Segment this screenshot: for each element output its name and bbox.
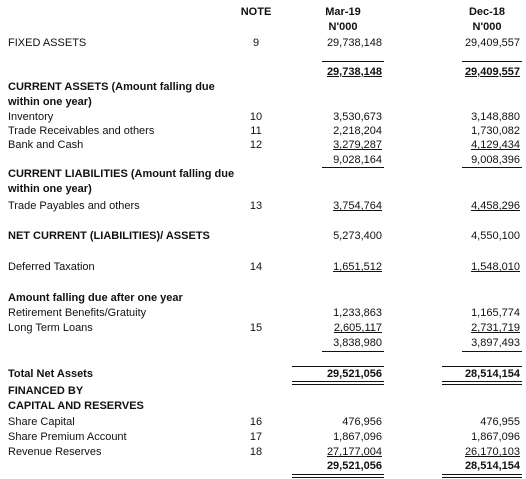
trade-payables-value-dec18: 4,458,296 <box>471 200 520 212</box>
trade-receivables-value-mar19: 2,218,204 <box>333 125 382 137</box>
bank-cash-value-mar19: 3,279,287 <box>333 139 382 151</box>
equity-total-double-rule-mar19 <box>292 474 384 478</box>
long-term-loans-value-dec18: 2,731,719 <box>471 322 520 334</box>
long-term-total-dec18: 3,897,493 <box>471 337 520 349</box>
net-current-label: NET CURRENT (LIABILITIES)/ ASSETS <box>8 230 210 242</box>
bank-cash-note: 12 <box>249 139 263 151</box>
long-term-loans-label: Long Term Loans <box>8 322 93 334</box>
net-current-value-mar19: 5,273,400 <box>333 230 382 242</box>
col1-unit-header: N'000 <box>328 21 358 33</box>
current-assets-heading-line2: within one year) <box>8 96 92 108</box>
total-net-assets-value-mar19: 29,521,056 <box>326 368 382 380</box>
trade-payables-label: Trade Payables and others <box>8 200 140 212</box>
retirement-benefits-label: Retirement Benefits/Gratuity <box>8 307 147 319</box>
fixed-assets-total-dec18: 29,409,557 <box>464 66 520 78</box>
fixed-assets-label: FIXED ASSETS <box>8 37 87 49</box>
fixed-assets-rule-mar19 <box>322 61 384 62</box>
current-assets-total-dec18: 9,008,396 <box>471 154 520 166</box>
retirement-benefits-value-dec18: 1,165,774 <box>471 307 520 319</box>
deferred-tax-note: 14 <box>249 261 263 273</box>
revenue-reserves-value-dec18: 26,170,103 <box>464 446 520 458</box>
fixed-assets-rule-dec18 <box>462 61 522 62</box>
share-premium-value-mar19: 1,867,096 <box>333 431 382 443</box>
equity-total-value-dec18: 28,514,154 <box>464 460 520 472</box>
deferred-tax-value-mar19: 1,651,512 <box>333 261 382 273</box>
long-term-heading: Amount falling due after one year <box>8 292 183 304</box>
total-net-assets-double-rule-mar19 <box>292 381 384 385</box>
equity-total-double-rule-dec18 <box>442 474 522 478</box>
inventory-label: Inventory <box>8 111 54 123</box>
retirement-benefits-value-mar19: 1,233,863 <box>333 307 382 319</box>
bank-cash-label: Bank and Cash <box>8 139 84 151</box>
revenue-reserves-value-mar19: 27,177,004 <box>326 446 382 458</box>
col2-period-header: Dec-18 <box>468 6 506 18</box>
long-term-rule-mar19 <box>322 351 384 352</box>
share-capital-label: Share Capital <box>8 416 75 428</box>
share-premium-label: Share Premium Account <box>8 431 127 443</box>
total-net-assets-top-rule-dec18 <box>442 366 522 367</box>
trade-payables-note: 13 <box>249 200 263 212</box>
long-term-total-mar19: 3,838,980 <box>333 337 382 349</box>
current-liabilities-heading-rest: (Amount falling due <box>127 168 235 180</box>
trade-payables-value-mar19: 3,754,764 <box>333 200 382 212</box>
col1-period-header: Mar-19 <box>325 6 361 18</box>
share-premium-value-dec18: 1,867,096 <box>471 431 520 443</box>
note-column-header: NOTE <box>240 6 272 18</box>
share-premium-note: 17 <box>249 431 263 443</box>
deferred-tax-label: Deferred Taxation <box>8 261 95 273</box>
current-assets-rule-dec18 <box>462 167 522 168</box>
long-term-loans-note: 15 <box>249 322 263 334</box>
trade-receivables-note: 11 <box>250 125 262 137</box>
current-assets-heading <box>8 81 215 94</box>
fixed-assets-note: 9 <box>252 37 260 49</box>
current-liabilities-heading-bold: CURRENT LIABILITIES <box>8 168 128 180</box>
inventory-value-mar19: 3,530,673 <box>333 111 382 123</box>
deferred-tax-value-dec18: 1,548,010 <box>471 261 520 273</box>
total-net-assets-value-dec18: 28,514,154 <box>464 368 520 380</box>
total-net-assets-label: Total Net Assets <box>8 368 93 380</box>
fixed-assets-total-mar19: 29,738,148 <box>326 66 382 78</box>
capital-reserves-heading: CAPITAL AND RESERVES <box>8 400 144 412</box>
long-term-loans-value-mar19: 2,605,117 <box>333 322 382 334</box>
current-liabilities-heading-line2: within one year) <box>8 183 92 195</box>
total-net-assets-top-rule-mar19 <box>292 366 384 367</box>
col2-unit-header: N'000 <box>472 21 502 33</box>
total-net-assets-double-rule-dec18 <box>442 381 522 385</box>
financed-by-heading: FINANCED BY <box>8 385 84 397</box>
current-liabilities-heading <box>8 168 234 181</box>
share-capital-value-dec18: 476,955 <box>480 416 520 428</box>
inventory-value-dec18: 3,148,880 <box>471 111 520 123</box>
inventory-note: 10 <box>249 111 263 123</box>
bank-cash-value-dec18: 4,129,434 <box>471 139 520 151</box>
current-assets-total-mar19: 9,028,164 <box>333 154 382 166</box>
current-assets-heading-bold: CURRENT ASSETS <box>8 81 109 93</box>
revenue-reserves-label: Revenue Reserves <box>8 446 102 458</box>
share-capital-value-mar19: 476,956 <box>342 416 382 428</box>
trade-receivables-value-dec18: 1,730,082 <box>471 125 520 137</box>
net-current-value-dec18: 4,550,100 <box>471 230 520 242</box>
current-assets-heading-rest: (Amount falling due <box>108 81 215 93</box>
trade-receivables-label: Trade Receivables and others <box>8 125 155 137</box>
revenue-reserves-note: 18 <box>249 446 263 458</box>
equity-total-value-mar19: 29,521,056 <box>326 460 382 472</box>
fixed-assets-value-dec18: 29,409,557 <box>464 37 520 49</box>
share-capital-note: 16 <box>249 416 263 428</box>
current-assets-rule-mar19 <box>322 167 384 168</box>
fixed-assets-value-mar19: 29,738,148 <box>326 37 382 49</box>
long-term-rule-dec18 <box>462 351 522 352</box>
